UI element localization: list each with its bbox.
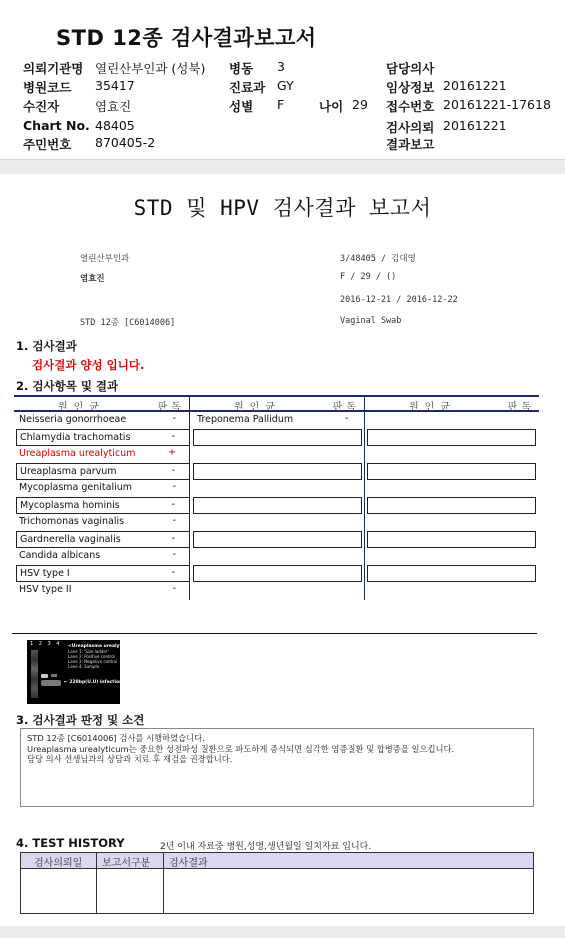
column-divider [163,853,164,913]
ladder-lane [31,650,38,698]
pathogen-row: Neisseria gonorrhoeae - [19,413,176,425]
ward-value: 3 [277,59,285,74]
request-report-dates: 2016-12-21 / 2016-12-22 [340,295,458,305]
result-report-label: 결과보고 [386,137,435,152]
empty-cell [193,497,362,514]
pathogen-row: Trichomonas vaginalis - [19,515,176,527]
section2-heading: 2. 검사항목 및 결과 [16,379,119,393]
history-table-header [21,853,533,869]
sex-value: F [277,97,285,112]
empty-cell [193,463,362,480]
age-label: 나이 [319,99,344,114]
column-divider [364,412,365,600]
pathogen-row: Mycoplasma genitalium - [19,481,176,493]
divider [12,633,537,634]
patient-value: 염효진 [95,99,132,114]
positive-result-text: 검사결과 양성 입니다. [32,358,145,372]
pathogen-row: HSV type I - [16,565,190,582]
pathogen-row: Treponema Pallidum - [197,413,349,425]
hospital-code-value: 35417 [95,78,135,93]
sex-label: 성별 [229,99,254,114]
header-group-2: 원인균 판독 [189,397,364,410]
empty-cell [367,497,536,514]
history-col-result: 검사결과 [169,858,208,869]
empty-cell [367,565,536,582]
section4-heading: 4. TEST HISTORY [16,836,125,850]
clinical-info-label: 임상정보 [386,80,435,95]
empty-cell [193,429,362,446]
gel-legend: <Ureaplasma urealyticum> Lane 1: 'Size ladder' Lane 2: Positive control Lane 3: Negative control Lane 4: Sample [68,644,138,669]
pathogen-row: HSV type II - [19,583,176,595]
resident-no-value: 870405-2 [95,135,156,150]
pathogen-row-positive: Ureaplasma urealyticum + [19,447,176,459]
request-date-label: 검사의뢰 [386,120,435,135]
sex-age: F / 29 / () [340,272,397,282]
accession-label: 접수번호 [386,99,435,114]
gel-lane-labels: 1 2 3 4 [30,641,62,647]
report-title: STD 및 HPV 검사결과 보고서 [133,196,432,220]
ward-label: 병동 [229,61,254,76]
chart-doctor: 3/48405 / 김대영 [340,254,416,264]
gel-band [41,680,61,686]
empty-cell [367,463,536,480]
header-group-3: 원인균 판독 [364,397,539,410]
resident-no-label: 주민번호 [23,137,72,152]
section1-heading: 1. 검사결과 [16,339,77,353]
header-group-1: 원인균 판독 [58,402,185,413]
empty-cell [367,531,536,548]
summary-header [0,0,565,160]
column-divider [96,853,97,913]
results-table-header [14,395,539,412]
history-col-report-type: 보고서구분 [102,858,151,869]
band-annotation: ← 228bp(U.U) infection [64,680,123,685]
chart-no-value: 48405 [95,118,135,133]
doctor-label: 담당의사 [386,61,435,76]
accession-value: 20161221-17618 [443,97,551,112]
patient-label: 수진자 [23,99,60,114]
department-value: GY [277,78,294,93]
empty-cell [367,429,536,446]
gel-band [41,674,48,678]
department-label: 진료과 [229,80,266,95]
gel-band [51,674,57,677]
request-date-value: 20161221 [443,118,507,133]
hospital-code-label: 병원코드 [23,80,72,95]
chart-no-label: Chart No. [23,118,90,133]
age-value: 29 [352,97,368,112]
report-page [0,174,565,926]
empty-cell [193,531,362,548]
patient-name: 염효진 [80,274,105,284]
page-title: STD 12종 검사결과보고서 [56,26,317,50]
hospital-name: 열린산부인과 [80,254,130,264]
pathogen-row: Candida albicans - [19,549,176,561]
pathogen-row: Ureaplasma parvum - [16,463,190,480]
specimen: Vaginal Swab [340,316,402,326]
pathogen-row: Mycoplasma hominis - [16,497,190,514]
pathogen-row: Chlamydia trachomatis - [16,429,190,446]
commentary-text: STD 12종 [C6014006] 검사를 시행하였습니다. Ureaplasma urealyticum는 중요한 성전파성 질환으로 파도하게 증식되면 심각한 염증질환 및 합병증을 일으킵니다. 담당 의사 선생님과의 상담과 치료 후 재검을 권장합니다. [27,733,455,764]
section3-heading: 3. 검사결과 판정 및 소견 [16,713,145,727]
test-name: STD 12종 [C6014006] [80,318,176,328]
requesting-institution-value: 열린산부인과 (성북) [95,61,206,76]
history-note: 2년 이내 자료중 병원,성명,생년월일 일치자료 입니다. [160,842,372,852]
history-col-request-date: 검사의뢰일 [34,858,83,869]
test-history-table [20,852,534,914]
clinical-info-value: 20161221 [443,78,507,93]
requesting-institution-label: 의뢰기관명 [23,61,84,76]
pathogen-row: Gardnerella vaginalis - [16,531,190,548]
empty-cell [193,565,362,582]
